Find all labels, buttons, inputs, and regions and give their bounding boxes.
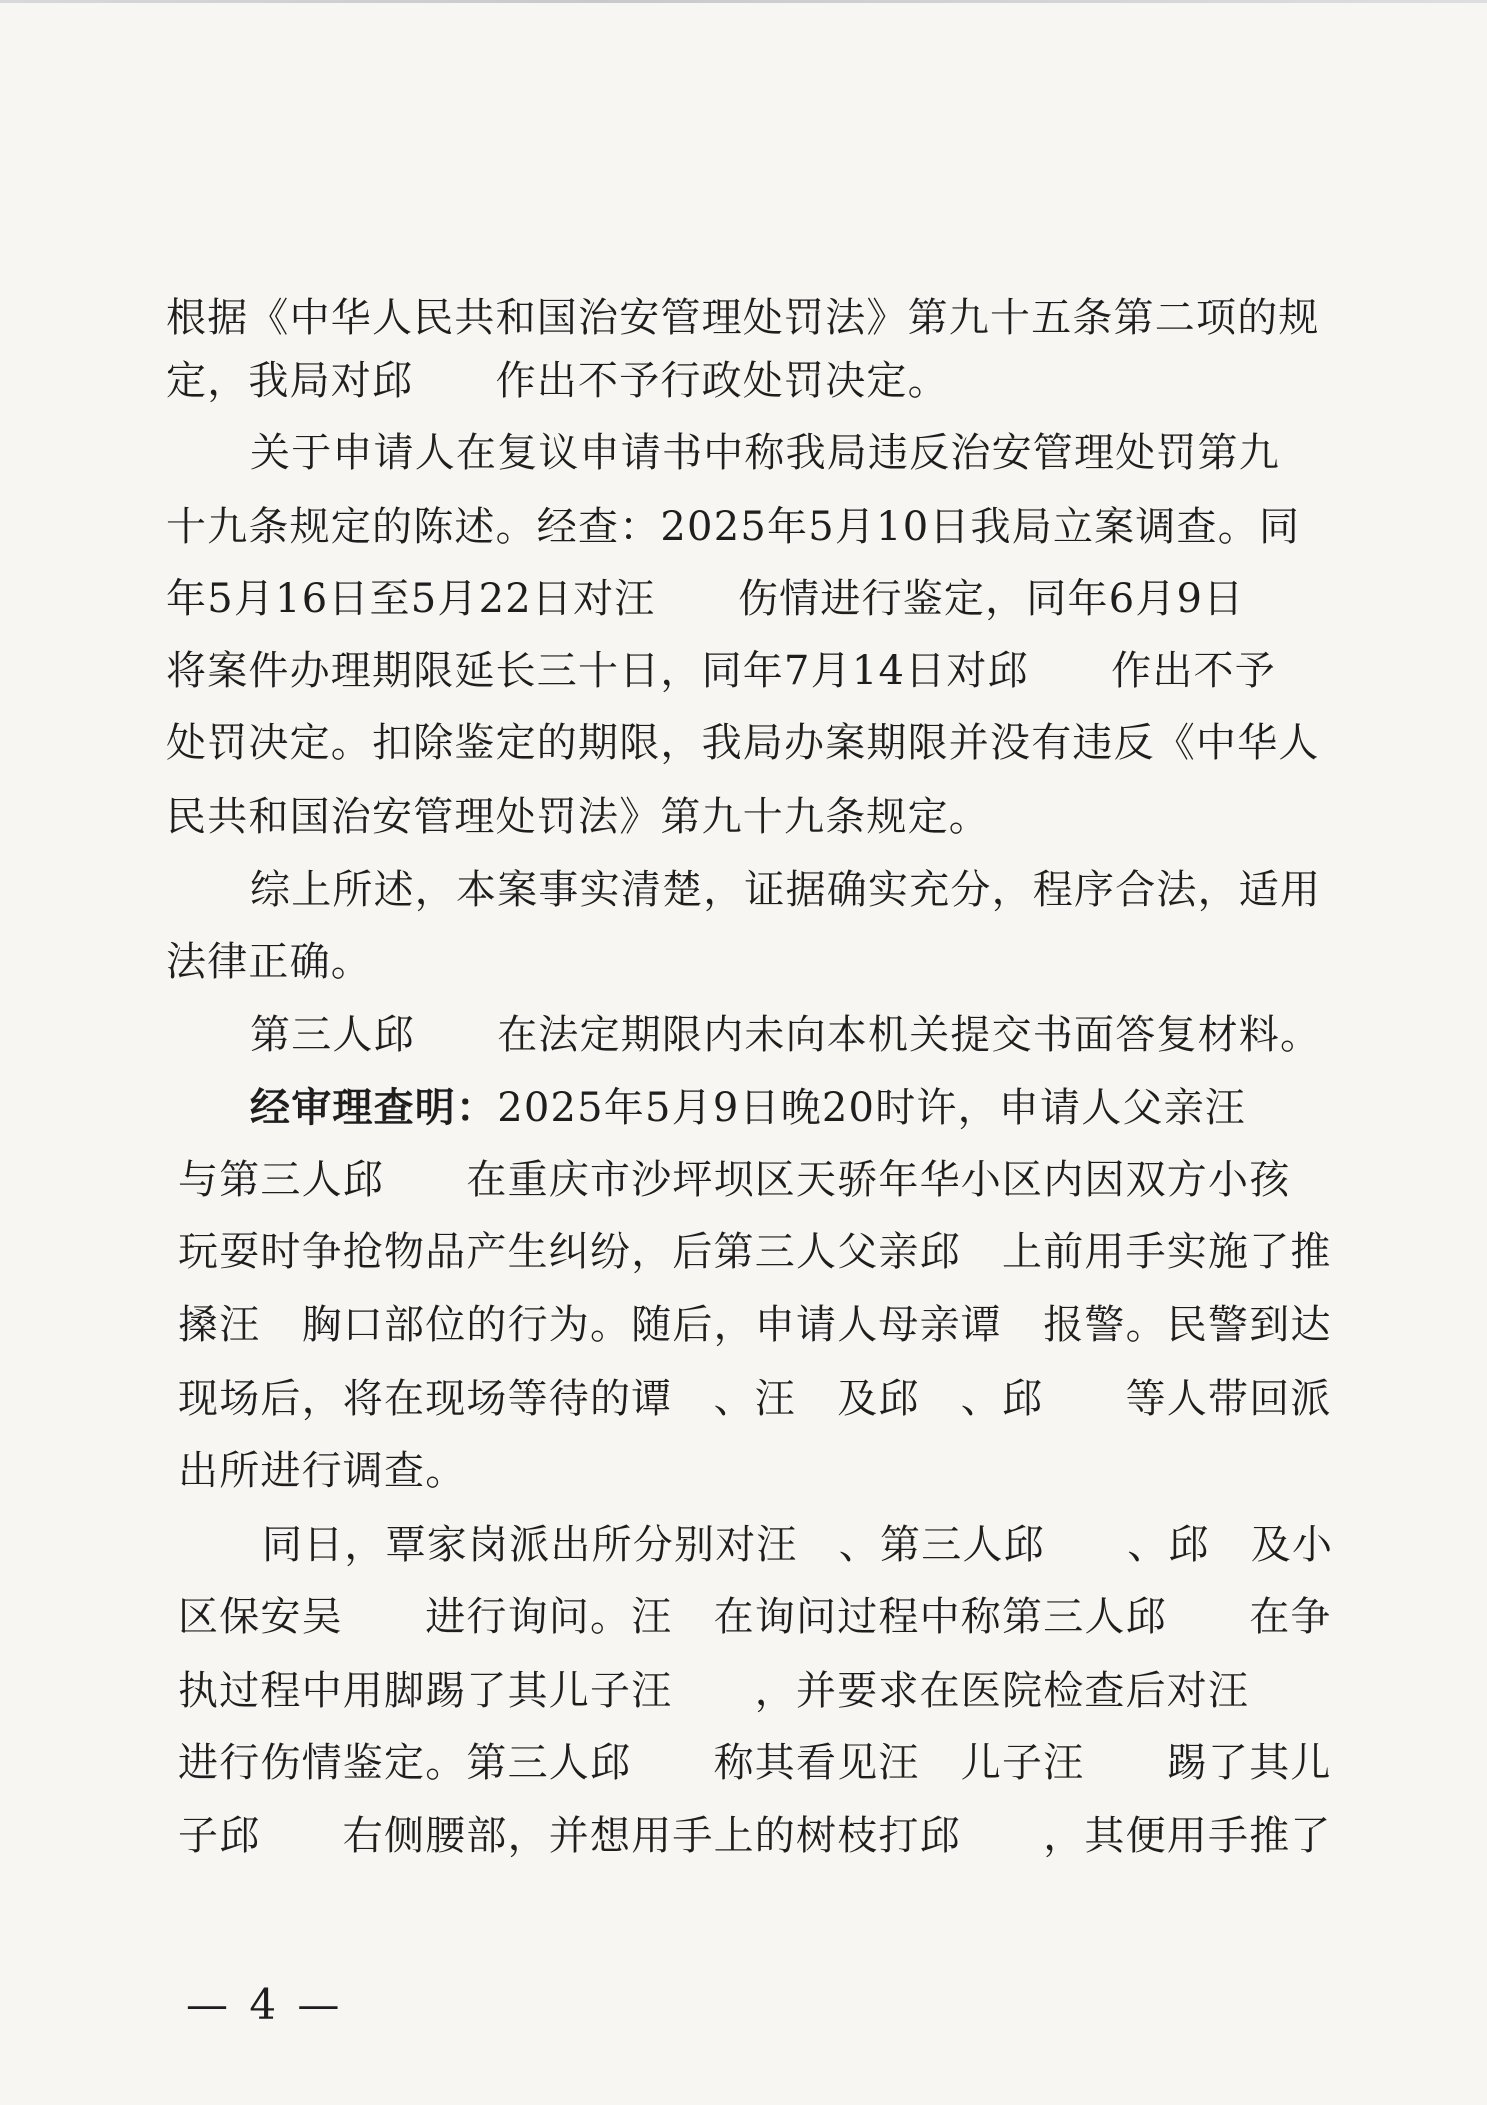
- page-number: — 4 —: [186, 1980, 344, 2029]
- text-line: 法律正确。: [166, 939, 372, 985]
- text-line: [250, 1084, 1246, 1131]
- text-line: 年5月16日至5月22日对汪 伤情进行鉴定，同年6月9日: [166, 576, 1245, 622]
- text-line: 区保安吴 进行询问。汪 在询问过程中称第三人邱 在争: [178, 1594, 1332, 1640]
- text-line: 根据《中华人民共和国治安管理处罚法》第九十五条第二项的规: [166, 295, 1320, 341]
- findings-heading: 经审理查明：: [250, 1084, 498, 1131]
- findings-first-line: 2025年5月9日晚20时许，申请人父亲汪: [497, 1085, 1246, 1131]
- text-line: 综上所述，本案事实清楚，证据确实充分，程序合法，适用: [250, 867, 1322, 913]
- text-line: 关于申请人在复议申请书中称我局违反治安管理处罚第九: [250, 430, 1280, 476]
- text-line: 定，我局对邱 作出不予行政处罚决定。: [166, 358, 949, 404]
- text-line: 搡汪 胸口部位的行为。随后，申请人母亲谭 报警。民警到达: [178, 1302, 1332, 1348]
- text-line: 与第三人邱 在重庆市沙坪坝区天骄年华小区内因双方小孩: [178, 1157, 1291, 1203]
- text-line: 同日，覃家岗派出所分别对汪 、第三人邱 、邱 及小: [262, 1522, 1334, 1568]
- text-line: 现场后，将在现场等待的谭 、汪 及邱 、邱 等人带回派: [178, 1376, 1332, 1422]
- text-line: 子邱 右侧腰部，并想用手上的树枝打邱 ，其便用手推了: [178, 1813, 1332, 1859]
- text-line: 将案件办理期限延长三十日，同年7月14日对邱 作出不予: [166, 648, 1276, 694]
- text-line: 处罚决定。扣除鉴定的期限，我局办案期限并没有违反《中华人: [166, 720, 1320, 766]
- text-line: 民共和国治安管理处罚法》第九十九条规定。: [166, 794, 990, 840]
- text-line: 出所进行调查。: [178, 1448, 467, 1494]
- text-line: 执过程中用脚踢了其儿子汪 ，并要求在医院检查后对汪: [178, 1668, 1250, 1714]
- text-line: 进行伤情鉴定。第三人邱 称其看见汪 儿子汪 踢了其儿: [178, 1740, 1332, 1786]
- text-line: 十九条规定的陈述。经查：2025年5月10日我局立案调查。同: [166, 504, 1301, 550]
- text-line: 第三人邱 在法定期限内未向本机关提交书面答复材料。: [250, 1012, 1322, 1058]
- text-line: 玩耍时争抢物品产生纠纷，后第三人父亲邱 上前用手实施了推: [178, 1229, 1332, 1275]
